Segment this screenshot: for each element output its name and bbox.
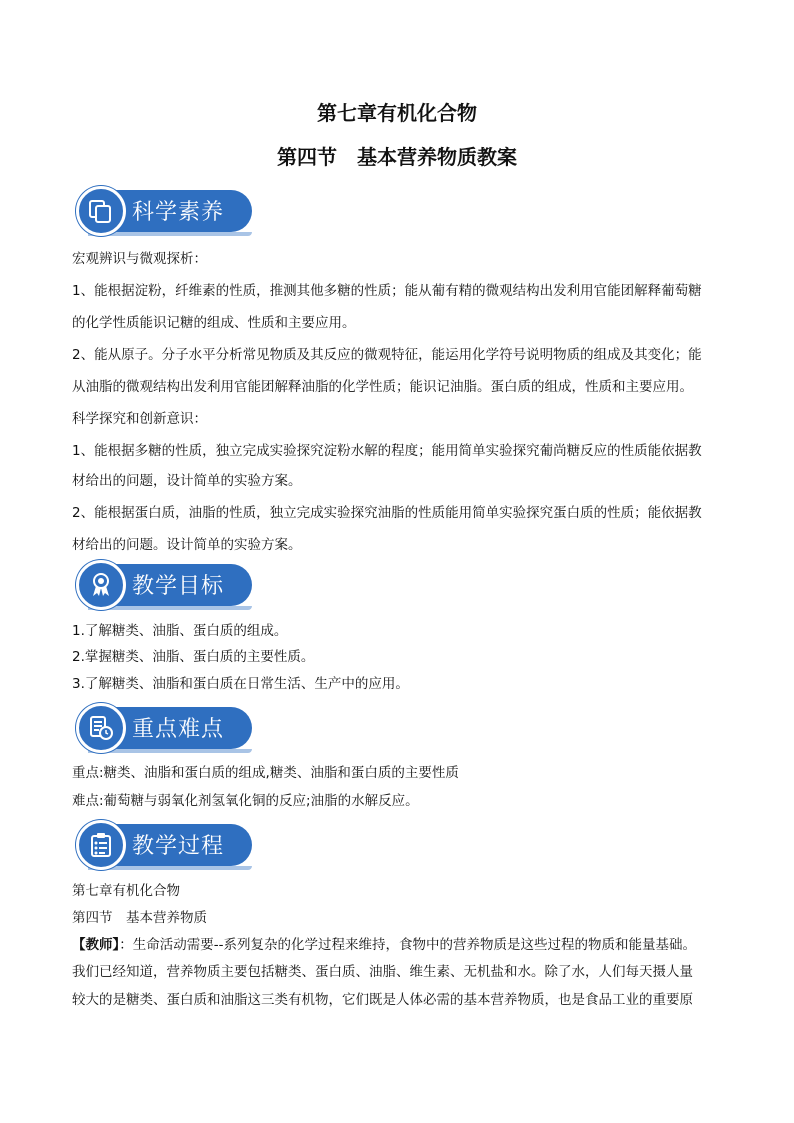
text-line: 较大的是糖类、蛋白质和油脂这三类有机物，它们既是人体必需的基本营养物质，也是食品工业的重要原 (72, 992, 693, 1008)
banner-process (76, 820, 252, 870)
text-line: 2、能从原子。分子水平分析常见物质及其反应的微观特征，能运用化学符号说明物质的组成及其变化；能 (72, 347, 702, 363)
chapter-title: 第七章有机化合物 (317, 101, 477, 125)
text-line: 材给出的问题，设计简单的实验方案。 (72, 473, 302, 489)
text-line: 1、能根据多糖的性质，独立完成实验探究淀粉水解的程度；能用简单实验探究葡尚糖反应的性质能依据教 (72, 443, 702, 459)
text-line: 宏观辨识与微观探析： (72, 251, 207, 267)
teacher-line (72, 936, 696, 954)
text-line: 1.了解糖类、油脂、蛋白质的组成。 (72, 623, 288, 639)
text-line: 第七章有机化合物 (72, 883, 180, 899)
text-line: 3.了解糖类、油脂和蛋白质在日常生活、生产中的应用。 (72, 676, 409, 692)
banner-heading: 教学目标 (132, 574, 225, 599)
banner-key-points (76, 703, 252, 753)
section-title: 第四节 基本营养物质教案 (277, 145, 517, 169)
banner-literacy (76, 186, 252, 236)
text-line: 材给出的问题。设计简单的实验方案。 (72, 537, 302, 553)
text-line: 2、能根据蛋白质，油脂的性质，独立完成实验探究油脂的性质能用简单实验探究蛋白质的性质；能依据教 (72, 505, 702, 521)
teacher-text: ：生命活动需要--系列复杂的化学过程来维持，食物中的营养物质是这些过程的物质和能量基础。 (119, 937, 696, 953)
text-line: 难点:葡萄糖与弱氧化剂氢氧化铜的反应;油脂的水解反应。 (72, 793, 419, 809)
text-line: 1、能根据淀粉，纤维素的性质，推测其他多糖的性质；能从葡有精的微观结构出发利用官能团解释葡萄糖 (72, 283, 702, 299)
text-line: 第四节 基本营养物质 (72, 910, 207, 926)
list-clock-icon (76, 703, 126, 753)
text-line: 重点:糖类、油脂和蛋白质的组成,糖类、油脂和蛋白质的主要性质 (72, 765, 459, 781)
text-line: 2.掌握糖类、油脂、蛋白质的主要性质。 (72, 649, 315, 665)
teacher-tag: 【教师】 (72, 937, 120, 953)
text-line: 科学探究和创新意识： (72, 411, 207, 427)
text-line: 从油脂的微观结构出发利用官能团解释油脂的化学性质；能识记油脂。蛋白质的组成，性质和主要应用。 (72, 379, 693, 395)
banner-heading: 教学过程 (132, 834, 225, 859)
banner-heading: 重点难点 (132, 717, 225, 742)
clipboard-checklist-icon (76, 820, 126, 870)
documents-icon (76, 186, 126, 236)
text-line: 我们已经知道，营养物质主要包括糖类、蛋白质、油脂、维生素、无机盐和水。除了水，人们每天摄人量 (72, 964, 693, 980)
banner-heading: 科学素养 (132, 200, 225, 225)
banner-objectives (76, 560, 252, 610)
award-ribbon-icon (76, 560, 126, 610)
text-line: 的化学性质能识记糖的组成、性质和主要应用。 (72, 315, 356, 331)
